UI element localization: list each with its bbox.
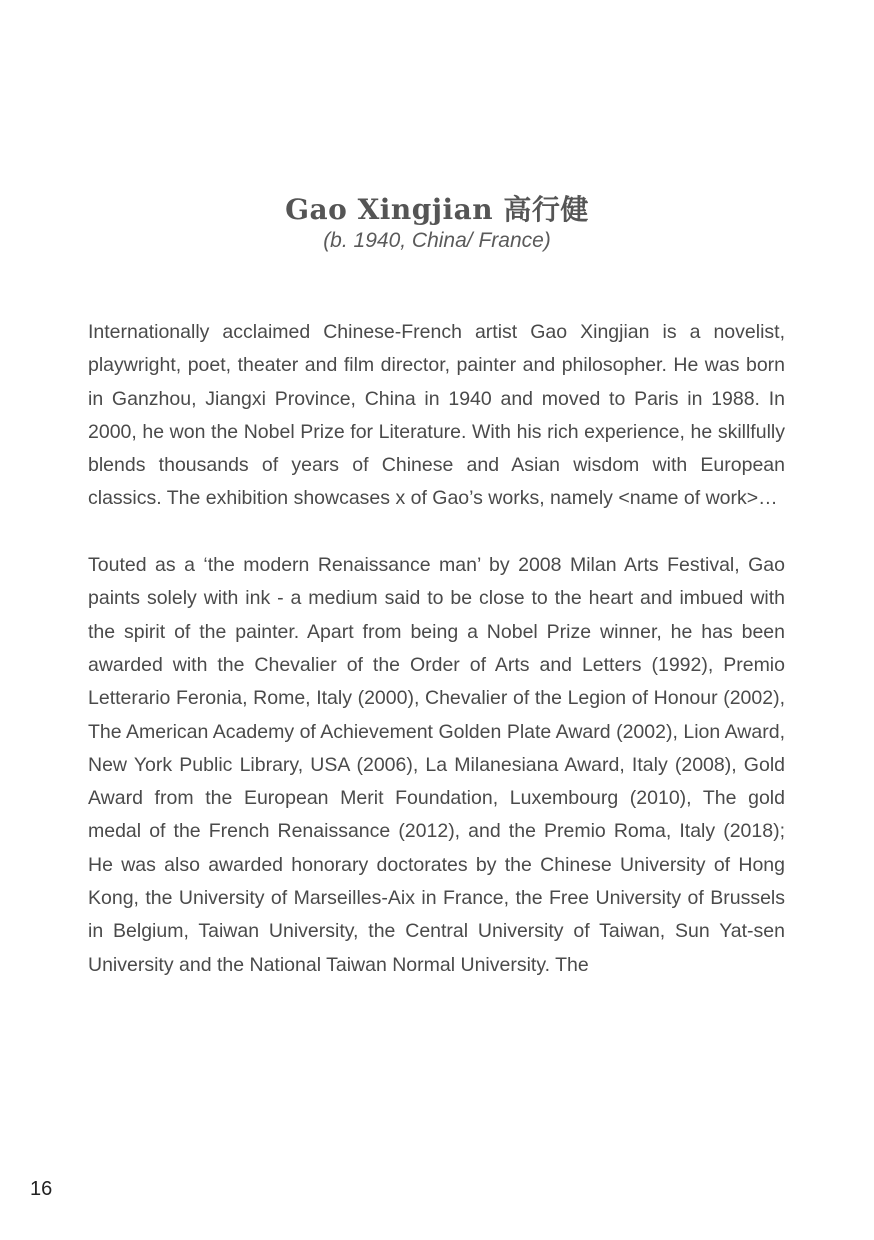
- biography-paragraph: Internationally acclaimed Chinese-French artist Gao Xingjian is a novelist, playwright, poet, theater and film director, painter and philosopher. He was born in Ganzhou, Jiangxi Province, China in 1940 and moved to Paris in 1988. In 2000, he won the Nobel Prize for Literature. With his rich experience, he skillfully blends thousands of years of Chinese and Asian wisdom with European classics. The exhibition showcases x of Gao’s works, namely <name of work>…: [88, 321, 785, 510]
- artist-name-title: Gao Xingjian 高行健: [285, 193, 589, 226]
- artist-birth-subtitle: (b. 1940, China/ France): [323, 229, 551, 252]
- artist-heading: [0, 190, 874, 256]
- biography-paragraph: Touted as a ‘the modern Renaissance man’ by 2008 Milan Arts Festival, Gao paints solely with ink - a medium said to be close to the heart and imbued with the spirit of the painter. Apart from being a Nobel Prize winner, he has been awarded with the Chevalier of the Order of Arts and Letters (1992), Premio Letterario Feronia, Rome, Italy (2000), Chevalier of the Legion of Honour (2002), The American Academy of Achievement Golden Plate Award (2002), Lion Award, New York Public Library, USA (2006), La Milanesiana Award, Italy (2008), Gold Award from the European Merit Foundation, Luxembourg (2010), The gold medal of the French Renaissance (2012), and the Premio Roma, Italy (2018); He was also awarded honorary doctorates by the Chinese University of Hong Kong, the University of Marseilles-Aix in France, the Free University of Brussels in Belgium, Taiwan University, the Central University of Taiwan, Sun Yat-sen University and the National Taiwan Normal University. The: [88, 554, 785, 976]
- biography-text: [88, 316, 785, 982]
- page-number: 16: [30, 1178, 53, 1200]
